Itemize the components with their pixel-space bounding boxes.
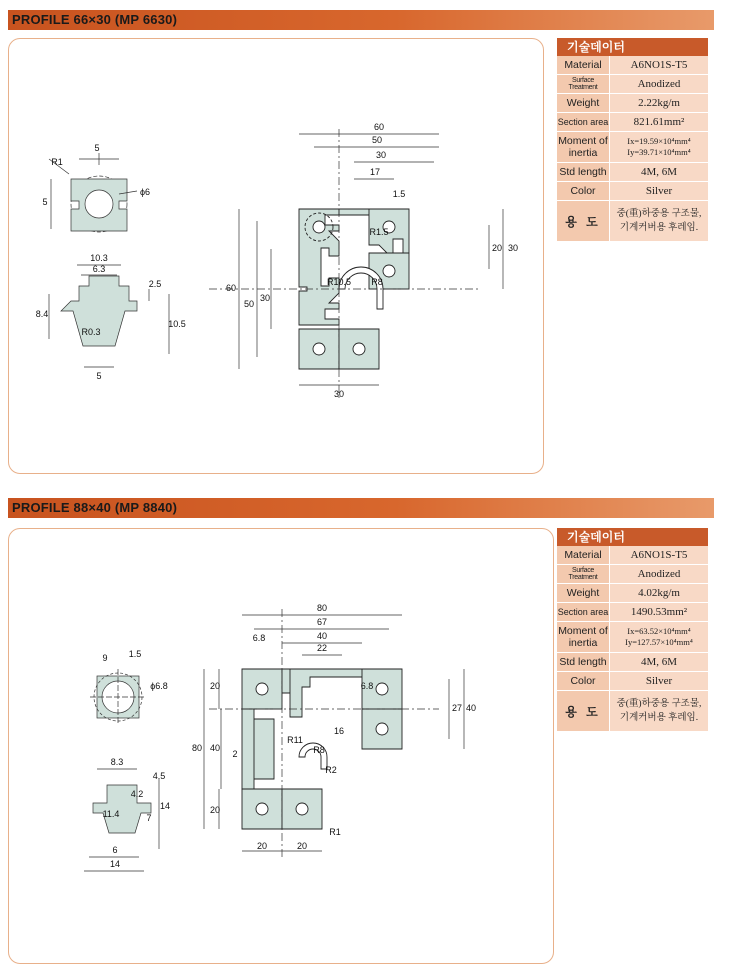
spec-value: 821.61mm² bbox=[610, 113, 709, 132]
profile-title: PROFILE 66×30 (MP 6630) bbox=[12, 12, 178, 27]
dim-label: 20 bbox=[209, 805, 221, 815]
drawing-panel bbox=[8, 528, 554, 964]
profile-title: PROFILE 88×40 (MP 8840) bbox=[12, 500, 178, 515]
dim-label: 8.4 bbox=[35, 309, 49, 319]
dim-label: 7 bbox=[146, 813, 152, 823]
dim-label: 14 bbox=[109, 859, 121, 869]
dim-label: R8 bbox=[313, 745, 325, 755]
drawing-panel bbox=[8, 38, 544, 474]
spec-title: 기술데이터 bbox=[557, 528, 708, 546]
technical-drawing bbox=[9, 529, 555, 965]
spec-table bbox=[557, 38, 708, 242]
spec-value: Anodized bbox=[610, 75, 709, 94]
dim-label: 16 bbox=[333, 726, 345, 736]
dim-label: 2 bbox=[232, 749, 238, 759]
dim-label: 40 bbox=[209, 743, 221, 753]
spec-key: Moment of inertia bbox=[557, 622, 610, 653]
dim-label: 6.8 bbox=[360, 681, 374, 691]
spec-key: Material bbox=[557, 546, 610, 565]
usage-line-2: 기계커버용 후레임. bbox=[619, 713, 699, 723]
dim-label: R8 bbox=[371, 277, 383, 287]
dim-label: 30 bbox=[507, 243, 519, 253]
spec-key: Weight bbox=[557, 94, 610, 113]
spec-value: A6NO1S-T5 bbox=[610, 56, 709, 75]
usage-line-1: 중(重)하중용 구조물, bbox=[616, 699, 702, 709]
dim-label: 6 bbox=[112, 845, 118, 855]
dim-label: 20 bbox=[296, 841, 308, 851]
spec-key: Std length bbox=[557, 653, 610, 672]
dim-label: 6.8 bbox=[252, 633, 266, 643]
dim-label: 30 bbox=[259, 293, 271, 303]
dim-label: 11.4 bbox=[102, 809, 120, 819]
spec-key: Color bbox=[557, 672, 610, 691]
spec-value: 1490.53mm² bbox=[610, 603, 709, 622]
usage-line-2: 기계커버용 후레임. bbox=[619, 223, 699, 233]
profile-section-1 bbox=[0, 0, 730, 480]
inertia-iy: Iy=39.71×10⁴mm⁴ bbox=[627, 147, 691, 157]
inertia-ix: Ix=63.52×10⁴mm⁴ bbox=[627, 626, 691, 636]
dim-label: R1 bbox=[51, 157, 63, 167]
section-header bbox=[8, 10, 714, 30]
dim-label: R11 bbox=[287, 735, 303, 745]
dim-label: R1.5 bbox=[369, 227, 389, 237]
spec-value: 2.22kg/m bbox=[610, 94, 709, 113]
dim-label: 27 bbox=[451, 703, 463, 713]
dim-label: 30 bbox=[333, 389, 345, 399]
spec-key: Material bbox=[557, 56, 610, 75]
spec-value: Silver bbox=[610, 182, 709, 201]
spec-value: 4M, 6M bbox=[610, 163, 709, 182]
inertia-iy: Iy=127.57×10⁴mm⁴ bbox=[625, 637, 693, 647]
spec-key: Std length bbox=[557, 163, 610, 182]
dim-label: 20 bbox=[256, 841, 268, 851]
dim-label: 5 bbox=[96, 371, 102, 381]
dim-label: 4.5 bbox=[152, 771, 166, 781]
dim-label: R10.5 bbox=[326, 277, 352, 287]
inertia-ix: Ix=19.59×10⁴mm⁴ bbox=[627, 136, 691, 146]
dim-label: 10.5 bbox=[168, 319, 186, 329]
spec-value bbox=[610, 622, 709, 653]
dim-label: 1.5 bbox=[128, 649, 142, 659]
spec-title: 기술데이터 bbox=[557, 38, 708, 56]
dim-label: 40 bbox=[316, 631, 328, 641]
technical-drawing bbox=[9, 39, 545, 475]
section-header bbox=[8, 498, 714, 518]
dim-label: 22 bbox=[316, 643, 328, 653]
dim-label: 67 bbox=[316, 617, 328, 627]
dim-label: 17 bbox=[369, 167, 381, 177]
dim-label: 40 bbox=[465, 703, 477, 713]
dim-label: R2 bbox=[325, 765, 337, 775]
profile-section-2 bbox=[0, 490, 730, 971]
dim-label: 50 bbox=[243, 299, 255, 309]
dim-label: 60 bbox=[373, 122, 385, 132]
dim-label: 30 bbox=[375, 150, 387, 160]
spec-key: Surface Treatment bbox=[557, 75, 610, 94]
dim-label: ϕ6.8 bbox=[150, 681, 168, 691]
dim-label: 1.5 bbox=[392, 189, 406, 199]
dim-label: 4.2 bbox=[130, 789, 144, 799]
spec-value bbox=[610, 201, 709, 242]
dim-label: 80 bbox=[316, 603, 328, 613]
dim-label: 14 bbox=[159, 801, 171, 811]
spec-value: Anodized bbox=[610, 565, 709, 584]
spec-value bbox=[610, 691, 709, 732]
dim-label: 6.3 bbox=[92, 264, 106, 274]
dim-label: 10.3 bbox=[90, 253, 108, 263]
spec-key: Color bbox=[557, 182, 610, 201]
spec-table bbox=[557, 528, 708, 732]
spec-value: 4.02kg/m bbox=[610, 584, 709, 603]
spec-key: 용 도 bbox=[557, 201, 610, 242]
spec-key: Surface Treatment bbox=[557, 565, 610, 584]
spec-value bbox=[610, 132, 709, 163]
dim-label: ϕ6 bbox=[139, 187, 151, 197]
spec-value: 4M, 6M bbox=[610, 653, 709, 672]
spec-key: Weight bbox=[557, 584, 610, 603]
dim-label: 60 bbox=[225, 283, 237, 293]
dim-label: 9 bbox=[102, 653, 108, 663]
dim-label: 5 bbox=[94, 143, 100, 153]
dim-label: R1 bbox=[329, 827, 341, 837]
dim-label: 5 bbox=[42, 197, 48, 207]
spec-value: A6NO1S-T5 bbox=[610, 546, 709, 565]
spec-value: Silver bbox=[610, 672, 709, 691]
dim-label: 50 bbox=[371, 135, 383, 145]
spec-key: Moment of inertia bbox=[557, 132, 610, 163]
dim-label: 80 bbox=[191, 743, 203, 753]
dim-label: 8.3 bbox=[110, 757, 124, 767]
usage-line-1: 중(重)하중용 구조물, bbox=[616, 209, 702, 219]
dim-label: 20 bbox=[209, 681, 221, 691]
dim-label: 2.5 bbox=[148, 279, 162, 289]
spec-key: Section area bbox=[557, 113, 610, 132]
spec-key: Section area bbox=[557, 603, 610, 622]
dim-label: 20 bbox=[491, 243, 503, 253]
spec-key: 용 도 bbox=[557, 691, 610, 732]
dim-label: R0.3 bbox=[81, 327, 101, 337]
